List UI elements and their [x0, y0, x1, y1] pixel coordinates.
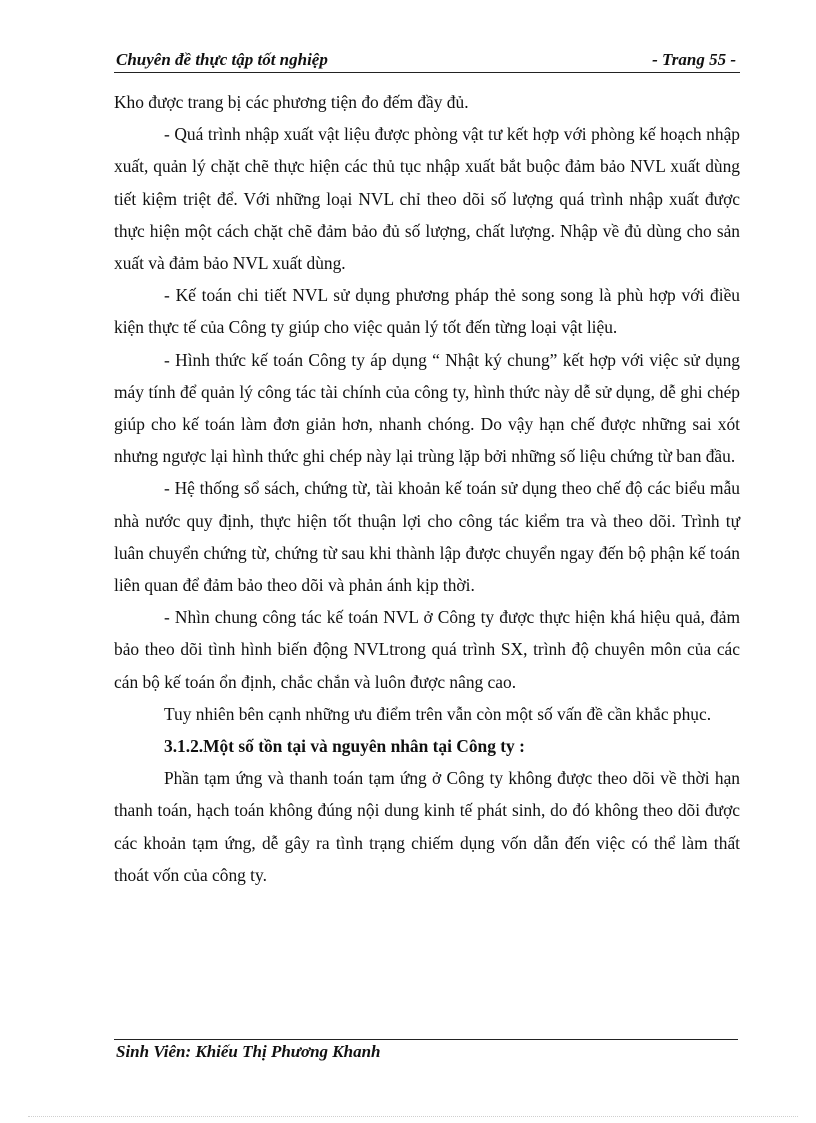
- document-title: Chuyên đề thực tập tốt nghiệp: [116, 50, 328, 69]
- paragraph-detail-accounting: - Kế toán chi tiết NVL sử dụng phương pháp thẻ song song là phù hợp với điều kiện thực tế của Công ty giúp cho việc quản lý tốt đến từng loại vật liệu.: [114, 285, 740, 338]
- page-footer: Sinh Viên: Khiếu Thị Phương Khanh: [116, 1042, 381, 1061]
- paragraph-books-system: - Hệ thống sổ sách, chứng từ, tài khoản kế toán sử dụng theo chế độ các biểu mẫu nhà nước quy định, thực hiện tốt thuận lợi cho công tác kiểm tra và theo dõi. Trình tự luân chuyển chứng từ, chứng từ sau khi thành lập được chuyển ngay đến bộ phận kế toán liên quan để đảm bảo theo dõi và phản ánh kịp thời.: [114, 478, 740, 596]
- page-bottom-edge: [28, 1116, 798, 1117]
- section-heading: 3.1.2.Một số tồn tại và nguyên nhân tại Công ty :: [164, 736, 525, 757]
- paragraph-advances: Phần tạm ứng và thanh toán tạm ứng ở Công ty không được theo dõi về thời hạn thanh toán, hạch toán không đúng nội dung kinh tế phát sinh, do đó không theo dõi được các khoản tạm ứng, dễ gây ra tình trạng chiếm dụng vốn dẫn đến việc có thể làm thất thoát vốn của công ty.: [114, 768, 740, 885]
- body-text: [114, 86, 740, 891]
- page-number: - Trang 55 -: [652, 50, 736, 69]
- paragraph-overview: - Nhìn chung công tác kế toán NVL ở Công ty được thực hiện khá hiệu quả, đảm bảo theo dõi tình hình biến động NVLtrong quá trình SX, trình độ chuyên môn của các cán bộ kế toán ổn định, chắc chắn và luôn được nâng cao.: [114, 607, 740, 692]
- paragraph-however: Tuy nhiên bên cạnh những ưu điểm trên vẫn còn một số vấn đề cần khắc phục.: [164, 703, 712, 724]
- paragraph-intro: Kho được trang bị các phương tiện đo đếm đầy đủ.: [114, 92, 469, 112]
- footer-divider: [114, 1039, 738, 1040]
- page-header: [114, 50, 740, 73]
- paragraph-import-export: - Quá trình nhập xuất vật liệu được phòng vật tư kết hợp với phòng kế hoạch nhập xuất, quản lý chặt chẽ thực hiện các thủ tục nhập xuất bắt buộc đảm bảo NVL xuất dùng tiết kiệm triệt để. Với những loại NVL chỉ theo dõi số lượng quá trình nhập xuất được thực hiện một cách chặt chẽ đảm bảo đủ số lượng, chất lượng. Nhập về đủ dùng cho sản xuất và đảm bảo NVL xuất dùng.: [114, 124, 740, 274]
- paragraph-accounting-form: - Hình thức kế toán Công ty áp dụng “ Nhật ký chung” kết hợp với việc sử dụng máy tính để quản lý công tác tài chính của công ty, hình thức này dễ sử dụng, dễ ghi chép giúp cho kế toán làm đơn giản hơn, nhanh chóng. Do vậy hạn chế được những sai xót nhưng ngược lại hình thức ghi chép này lại trùng lặp bởi những số liệu chứng từ ban đầu.: [114, 349, 740, 467]
